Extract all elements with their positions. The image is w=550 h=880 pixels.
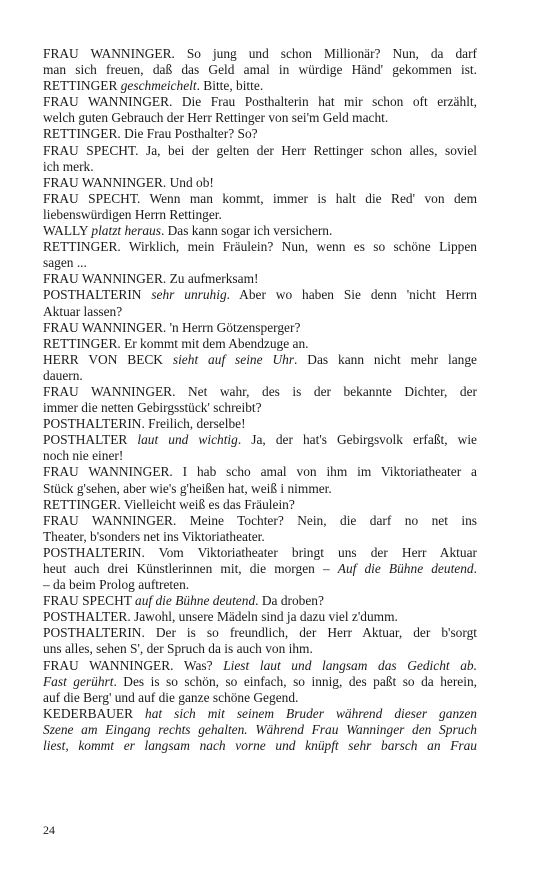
dialogue-text: POSTHALTERIN. Der is so freundlich, der Herr Aktuar, der b'sorgt <box>43 625 477 641</box>
stage-direction: laut und wichtig <box>137 432 238 448</box>
dialogue-text: Aktuar lassen? <box>43 303 123 319</box>
dialogue-text: . <box>473 561 477 576</box>
dialogue-text: dauern. <box>43 367 83 383</box>
text-line <box>43 738 477 754</box>
stage-direction: auf die Bühne deutend <box>135 593 256 609</box>
dialogue-text: FRAU WANNINGER. Meine Tochter? Nein, die darf no net ins <box>43 512 477 528</box>
dialogue-text: KEDERBAUER <box>43 705 146 721</box>
text-line <box>43 143 477 159</box>
text-line <box>43 159 477 175</box>
text-line <box>43 690 477 706</box>
dialogue-text: man sich freuen, daß das Geld amal in würdige Händ' gekommen ist. <box>43 62 477 78</box>
text-line <box>43 110 477 126</box>
dialogue-text: RETTINGER. Vielleicht weiß es das Fräulein? <box>43 496 295 512</box>
text-line <box>43 561 477 577</box>
dialogue-text: . Ja, der hat's Gebirgsvolk erfaßt, wie <box>237 432 477 448</box>
dialogue-text: RETTINGER. Die Frau Posthalter? So? <box>43 126 258 142</box>
stage-direction: platzt heraus <box>91 223 161 239</box>
text-line <box>43 207 477 223</box>
text-line <box>43 529 477 545</box>
text-line <box>43 416 477 432</box>
stage-direction: Fast gerührt <box>43 673 114 689</box>
text-line <box>43 706 477 722</box>
text-line <box>43 577 477 593</box>
text-line <box>43 126 477 142</box>
text-line <box>43 722 477 738</box>
stage-direction: liest, kommt er langsam nach vorne und knüpft sehr barsch an Frau <box>43 738 477 754</box>
dialogue-text: . Des is so schön, so einfach, so innig, des paßt so da herein, <box>113 673 477 689</box>
dialogue-text: . Aber wo haben Sie denn 'nicht Herrn <box>226 287 477 303</box>
text-line <box>43 384 477 400</box>
dialogue-text: – da beim Prolog auftreten. <box>43 577 190 593</box>
dialogue-text: RETTINGER. Wirklich, mein Fräulein? Nun, wenn es so schöne Lippen <box>43 239 477 255</box>
text-line <box>43 352 477 368</box>
dialogue-text: heut auch drei Künstlerinnen mit, die morgen – <box>43 561 338 576</box>
text-line <box>43 674 477 690</box>
dialogue-text: . Da droben? <box>255 593 324 609</box>
document-body <box>43 46 477 754</box>
text-line <box>43 432 477 448</box>
stage-direction: Auf die Bühne deutend <box>337 561 474 576</box>
dialogue-text: FRAU WANNINGER. 'n Herrn Götzensperger? <box>43 319 301 335</box>
stage-direction: geschmeichelt <box>120 78 197 94</box>
text-line <box>43 658 477 674</box>
text-line <box>43 62 477 78</box>
text-line <box>43 625 477 641</box>
page-number: 24 <box>43 823 55 837</box>
text-line <box>43 400 477 416</box>
dialogue-text: POSTHALTERIN. Freilich, derselbe! <box>43 416 246 432</box>
stage-direction: hat sich mit seinem Bruder während dieser ganzen <box>145 705 477 721</box>
text-line <box>43 448 477 464</box>
dialogue-text: FRAU WANNINGER. So jung und schon Millionär? Nun, da darf <box>43 46 477 61</box>
dialogue-text: . Bitte, bitte. <box>196 78 264 94</box>
dialogue-text: POSTHALTERIN <box>43 287 152 303</box>
dialogue-text: liebenswürdigen Herrn Rettinger. <box>43 206 222 222</box>
text-line <box>43 94 477 110</box>
dialogue-text: FRAU WANNINGER. I hab scho amal von ihm im Viktoriatheater a <box>43 464 477 480</box>
text-line <box>43 287 477 303</box>
dialogue-text: auf die Berg' und auf die ganze schöne Gegend. <box>43 689 299 705</box>
text-line <box>43 464 477 480</box>
text-line <box>43 481 477 497</box>
text-line <box>43 239 477 255</box>
dialogue-text: RETTINGER <box>43 78 121 94</box>
dialogue-text: POSTHALTER <box>43 432 138 448</box>
text-line <box>43 255 477 271</box>
text-line <box>43 320 477 336</box>
stage-direction: Liest laut und langsam das Gedicht ab. <box>223 657 477 673</box>
text-line <box>43 545 477 561</box>
dialogue-text: . Das kann nicht mehr lange <box>294 351 477 367</box>
stage-direction: sieht auf seine Uhr <box>172 351 295 367</box>
text-line <box>43 336 477 352</box>
text-line <box>43 368 477 384</box>
dialogue-text: FRAU SPECHT. Wenn man kommt, immer is halt die Red' von dem <box>43 190 477 206</box>
dialogue-text: POSTHALTER. Jawohl, unsere Mädeln sind ja dazu viel z'dumm. <box>43 609 398 625</box>
dialogue-text: welch guten Gebrauch der Herr Rettinger von sei'm Geld macht. <box>43 110 389 126</box>
text-line <box>43 271 477 287</box>
dialogue-text: noch nie einer! <box>43 448 124 464</box>
text-line <box>43 304 477 320</box>
text-line <box>43 46 477 62</box>
dialogue-text: ich merk. <box>43 158 94 174</box>
dialogue-text: FRAU SPECHT <box>43 593 136 609</box>
text-line <box>43 513 477 529</box>
text-line <box>43 641 477 657</box>
dialogue-text: WALLY <box>43 223 92 239</box>
text-line <box>43 78 477 94</box>
dialogue-text: Theater, b'sonders net ins Viktoriatheater. <box>43 528 265 544</box>
stage-direction: Szene am Eingang rechts gehalten. Während Frau Wanninger den Spruch <box>43 721 477 737</box>
dialogue-text: POSTHALTERIN. Vom Viktoriatheater bringt uns der Herr Aktuar <box>43 544 477 560</box>
dialogue-text: immer die netten Gebirgsstück' schreibt? <box>43 400 262 416</box>
text-line <box>43 175 477 191</box>
stage-direction: sehr unruhig <box>151 287 227 303</box>
dialogue-text: RETTINGER. Er kommt mit dem Abendzuge an. <box>43 335 309 351</box>
dialogue-text: FRAU WANNINGER. Zu aufmerksam! <box>43 271 259 287</box>
dialogue-text: FRAU WANNINGER. Und ob! <box>43 174 214 190</box>
text-line <box>43 497 477 513</box>
text-line <box>43 191 477 207</box>
dialogue-text: sagen ... <box>43 255 87 271</box>
dialogue-text: FRAU WANNINGER. Net wahr, des is der bekannte Dichter, der <box>43 383 477 399</box>
text-line <box>43 223 477 239</box>
dialogue-text: uns alles, sehen S', der Spruch da is auch von ihm. <box>43 641 313 657</box>
text-line <box>43 609 477 625</box>
dialogue-text: . Das kann sogar ich versichern. <box>160 223 333 239</box>
dialogue-text: FRAU WANNINGER. Was? <box>43 657 224 673</box>
dialogue-text: HERR VON BECK <box>43 351 173 367</box>
dialogue-text: Stück g'sehen, aber wie's g'heißen hat, weiß i nimmer. <box>43 480 332 496</box>
dialogue-text: FRAU SPECHT. Ja, bei der gelten der Herr Rettinger schon alles, soviel <box>43 142 477 158</box>
text-line <box>43 593 477 609</box>
dialogue-text: FRAU WANNINGER. Die Frau Posthalterin hat mir schon oft erzählt, <box>43 94 477 110</box>
